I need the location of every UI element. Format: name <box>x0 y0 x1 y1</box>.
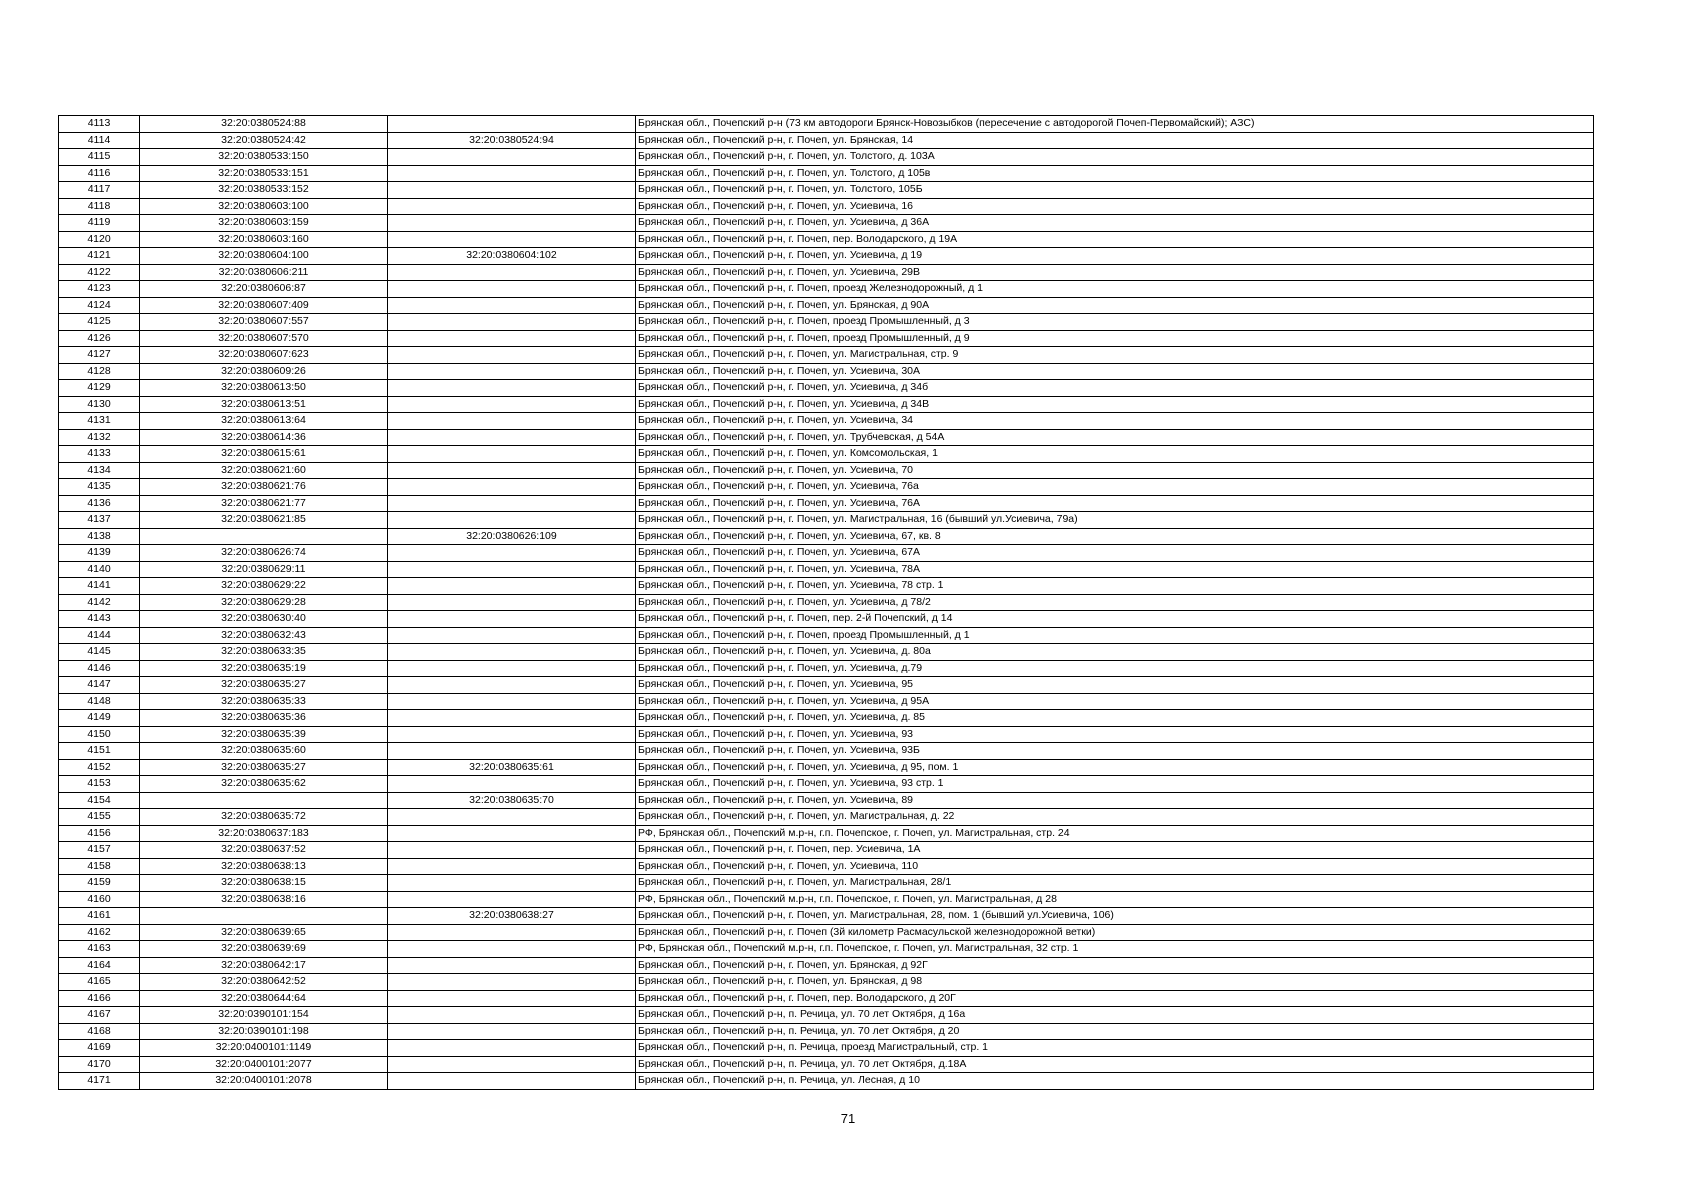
table-row <box>59 776 1594 793</box>
related-cadastral-number-cell <box>388 776 636 793</box>
related-cadastral-number-cell <box>388 990 636 1007</box>
address-cell: Брянская обл., Почепский р-н, г. Почеп, ул. Магистральная, 28, пом. 1 (бывший ул.Усиевича, 106) <box>636 908 1594 925</box>
address-cell: Брянская обл., Почепский р-н, г. Почеп, ул. Усиевича, 29В <box>636 264 1594 281</box>
cadastral-number-cell: 32:20:0380621:60 <box>140 462 388 479</box>
address-cell: Брянская обл., Почепский р-н, г. Почеп, ул. Усиевича, 76А <box>636 495 1594 512</box>
table-row <box>59 858 1594 875</box>
table-row <box>59 545 1594 562</box>
address-cell: РФ, Брянская обл., Почепский м.р-н, г.п. Почепское, г. Почеп, ул. Магистральная, д 28 <box>636 891 1594 908</box>
address-cell: Брянская обл., Почепский р-н, п. Речица, ул. Лесная, д 10 <box>636 1073 1594 1090</box>
row-number-cell: 4156 <box>59 825 140 842</box>
address-cell: Брянская обл., Почепский р-н, г. Почеп, ул. Магистральная, 28/1 <box>636 875 1594 892</box>
related-cadastral-number-cell <box>388 941 636 958</box>
table-row <box>59 660 1594 677</box>
row-number-cell: 4171 <box>59 1073 140 1090</box>
related-cadastral-number-cell <box>388 165 636 182</box>
row-number-cell: 4133 <box>59 446 140 463</box>
row-number-cell: 4165 <box>59 974 140 991</box>
table-row <box>59 116 1594 133</box>
cadastral-number-cell: 32:20:0390101:198 <box>140 1023 388 1040</box>
table-row <box>59 693 1594 710</box>
row-number-cell: 4114 <box>59 132 140 149</box>
row-number-cell: 4161 <box>59 908 140 925</box>
related-cadastral-number-cell <box>388 512 636 529</box>
cadastral-number-cell: 32:20:0380638:15 <box>140 875 388 892</box>
table-row <box>59 264 1594 281</box>
table-row <box>59 677 1594 694</box>
related-cadastral-number-cell <box>388 380 636 397</box>
address-cell: РФ, Брянская обл., Почепский м.р-н, г.п. Почепское, г. Почеп, ул. Магистральная, 32 стр. 1 <box>636 941 1594 958</box>
row-number-cell: 4144 <box>59 627 140 644</box>
row-number-cell: 4152 <box>59 759 140 776</box>
address-cell: Брянская обл., Почепский р-н, п. Речица, ул. 70 лет Октября, д 20 <box>636 1023 1594 1040</box>
table-row <box>59 875 1594 892</box>
table-row <box>59 611 1594 628</box>
address-cell: Брянская обл., Почепский р-н, г. Почеп, ул. Усиевича, д 34б <box>636 380 1594 397</box>
row-number-cell: 4167 <box>59 1007 140 1024</box>
table-row <box>59 627 1594 644</box>
table-row <box>59 792 1594 809</box>
row-number-cell: 4121 <box>59 248 140 265</box>
address-cell: РФ, Брянская обл., Почепский м.р-н, г.п. Почепское, г. Почеп, ул. Магистральная, стр. 24 <box>636 825 1594 842</box>
related-cadastral-number-cell <box>388 149 636 166</box>
related-cadastral-number-cell <box>388 644 636 661</box>
cadastral-number-cell: 32:20:0380603:160 <box>140 231 388 248</box>
table-row <box>59 957 1594 974</box>
related-cadastral-number-cell: 32:20:0380635:61 <box>388 759 636 776</box>
related-cadastral-number-cell <box>388 231 636 248</box>
related-cadastral-number-cell <box>388 198 636 215</box>
table-row <box>59 215 1594 232</box>
cadastral-number-cell: 32:20:0380607:557 <box>140 314 388 331</box>
cadastral-number-cell: 32:20:0380635:39 <box>140 726 388 743</box>
related-cadastral-number-cell <box>388 957 636 974</box>
address-cell: Брянская обл., Почепский р-н, п. Речица, ул. 70 лет Октября, д 16а <box>636 1007 1594 1024</box>
table-row <box>59 231 1594 248</box>
table-row <box>59 578 1594 595</box>
related-cadastral-number-cell <box>388 396 636 413</box>
address-cell: Брянская обл., Почепский р-н, г. Почеп, ул. Усиевича, 95 <box>636 677 1594 694</box>
row-number-cell: 4131 <box>59 413 140 430</box>
row-number-cell: 4120 <box>59 231 140 248</box>
related-cadastral-number-cell <box>388 314 636 331</box>
related-cadastral-number-cell <box>388 726 636 743</box>
row-number-cell: 4136 <box>59 495 140 512</box>
row-number-cell: 4138 <box>59 528 140 545</box>
cadastral-number-cell: 32:20:0380644:64 <box>140 990 388 1007</box>
cadastral-number-cell: 32:20:0380607:623 <box>140 347 388 364</box>
address-cell: Брянская обл., Почепский р-н, г. Почеп, ул. Усиевича, д 34В <box>636 396 1594 413</box>
row-number-cell: 4118 <box>59 198 140 215</box>
row-number-cell: 4132 <box>59 429 140 446</box>
table-row <box>59 413 1594 430</box>
cadastral-number-cell: 32:20:0380633:35 <box>140 644 388 661</box>
cadastral-number-cell: 32:20:0400101:2077 <box>140 1056 388 1073</box>
row-number-cell: 4123 <box>59 281 140 298</box>
cadastral-number-cell: 32:20:0390101:154 <box>140 1007 388 1024</box>
table-row <box>59 644 1594 661</box>
row-number-cell: 4127 <box>59 347 140 364</box>
table-row <box>59 132 1594 149</box>
table-row <box>59 842 1594 859</box>
table-row <box>59 891 1594 908</box>
address-cell: Брянская обл., Почепский р-н, г. Почеп, ул. Усиевича, д. 80а <box>636 644 1594 661</box>
cadastral-number-cell: 32:20:0380635:72 <box>140 809 388 826</box>
table-row <box>59 363 1594 380</box>
address-cell: Брянская обл., Почепский р-н, г. Почеп, ул. Брянская, д 92Г <box>636 957 1594 974</box>
row-number-cell: 4126 <box>59 330 140 347</box>
related-cadastral-number-cell <box>388 413 636 430</box>
address-cell: Брянская обл., Почепский р-н, г. Почеп, ул. Усиевича, 16 <box>636 198 1594 215</box>
row-number-cell: 4162 <box>59 924 140 941</box>
cadastral-number-cell: 32:20:0380635:36 <box>140 710 388 727</box>
address-cell: Брянская обл., Почепский р-н, г. Почеп (3й километр Расмасульской железнодорожной ветки) <box>636 924 1594 941</box>
cadastral-number-cell: 32:20:0380524:88 <box>140 116 388 133</box>
cadastral-number-cell: 32:20:0380626:74 <box>140 545 388 562</box>
address-cell: Брянская обл., Почепский р-н, г. Почеп, ул. Усиевича, 78А <box>636 561 1594 578</box>
address-cell: Брянская обл., Почепский р-н, п. Речица, ул. 70 лет Октября, д.18А <box>636 1056 1594 1073</box>
row-number-cell: 4143 <box>59 611 140 628</box>
related-cadastral-number-cell: 32:20:0380604:102 <box>388 248 636 265</box>
address-cell: Брянская обл., Почепский р-н, г. Почеп, пер. Усиевича, 1А <box>636 842 1594 859</box>
row-number-cell: 4157 <box>59 842 140 859</box>
address-cell: Брянская обл., Почепский р-н, г. Почеп, ул. Магистральная, д. 22 <box>636 809 1594 826</box>
row-number-cell: 4163 <box>59 941 140 958</box>
cadastral-number-cell: 32:20:0380642:52 <box>140 974 388 991</box>
row-number-cell: 4135 <box>59 479 140 496</box>
row-number-cell: 4154 <box>59 792 140 809</box>
address-cell: Брянская обл., Почепский р-н, г. Почеп, ул. Брянская, д 98 <box>636 974 1594 991</box>
table-row <box>59 924 1594 941</box>
related-cadastral-number-cell <box>388 710 636 727</box>
row-number-cell: 4151 <box>59 743 140 760</box>
related-cadastral-number-cell <box>388 842 636 859</box>
related-cadastral-number-cell <box>388 182 636 199</box>
related-cadastral-number-cell <box>388 446 636 463</box>
address-cell: Брянская обл., Почепский р-н, г. Почеп, ул. Трубчевская, д 54А <box>636 429 1594 446</box>
cadastral-number-cell: 32:20:0380615:61 <box>140 446 388 463</box>
table-row <box>59 941 1594 958</box>
row-number-cell: 4149 <box>59 710 140 727</box>
table-row <box>59 281 1594 298</box>
table-row <box>59 446 1594 463</box>
cadastral-number-cell: 32:20:0380621:85 <box>140 512 388 529</box>
cadastral-number-cell: 32:20:0380635:60 <box>140 743 388 760</box>
related-cadastral-number-cell <box>388 561 636 578</box>
cadastral-number-cell: 32:20:0380635:19 <box>140 660 388 677</box>
related-cadastral-number-cell <box>388 677 636 694</box>
table-row <box>59 198 1594 215</box>
table-row <box>59 561 1594 578</box>
row-number-cell: 4147 <box>59 677 140 694</box>
row-number-cell: 4164 <box>59 957 140 974</box>
row-number-cell: 4166 <box>59 990 140 1007</box>
address-cell: Брянская обл., Почепский р-н, г. Почеп, ул. Усиевича, 67А <box>636 545 1594 562</box>
cadastral-number-cell: 32:20:0380629:11 <box>140 561 388 578</box>
table-row <box>59 380 1594 397</box>
address-cell: Брянская обл., Почепский р-н, г. Почеп, ул. Комсомольская, 1 <box>636 446 1594 463</box>
row-number-cell: 4168 <box>59 1023 140 1040</box>
related-cadastral-number-cell <box>388 743 636 760</box>
cadastral-number-cell: 32:20:0400101:1149 <box>140 1040 388 1057</box>
address-cell: Брянская обл., Почепский р-н, г. Почеп, пер. 2-й Почепский, д 14 <box>636 611 1594 628</box>
related-cadastral-number-cell <box>388 1023 636 1040</box>
address-cell: Брянская обл., Почепский р-н, г. Почеп, ул. Усиевича, 89 <box>636 792 1594 809</box>
table-row <box>59 165 1594 182</box>
row-number-cell: 4125 <box>59 314 140 331</box>
cadastral-number-cell: 32:20:0380637:52 <box>140 842 388 859</box>
related-cadastral-number-cell <box>388 974 636 991</box>
related-cadastral-number-cell <box>388 545 636 562</box>
address-cell: Брянская обл., Почепский р-н (73 км автодороги Брянск-Новозыбков (пересечение с автодорогой Почеп-Первомайский); АЗС) <box>636 116 1594 133</box>
table-row <box>59 248 1594 265</box>
related-cadastral-number-cell <box>388 627 636 644</box>
row-number-cell: 4113 <box>59 116 140 133</box>
cadastral-number-cell: 32:20:0380635:62 <box>140 776 388 793</box>
related-cadastral-number-cell <box>388 875 636 892</box>
row-number-cell: 4170 <box>59 1056 140 1073</box>
address-cell: Брянская обл., Почепский р-н, г. Почеп, ул. Усиевича, 93Б <box>636 743 1594 760</box>
row-number-cell: 4119 <box>59 215 140 232</box>
address-cell: Брянская обл., Почепский р-н, г. Почеп, ул. Брянская, 14 <box>636 132 1594 149</box>
cadastral-number-cell: 32:20:0380614:36 <box>140 429 388 446</box>
related-cadastral-number-cell <box>388 1056 636 1073</box>
address-cell: Брянская обл., Почепский р-н, г. Почеп, проезд Промышленный, д 3 <box>636 314 1594 331</box>
row-number-cell: 4148 <box>59 693 140 710</box>
table-row <box>59 1023 1594 1040</box>
address-cell: Брянская обл., Почепский р-н, г. Почеп, ул. Усиевича, д 95А <box>636 693 1594 710</box>
cadastral-number-cell: 32:20:0380533:150 <box>140 149 388 166</box>
address-cell: Брянская обл., Почепский р-н, г. Почеп, ул. Брянская, д 90А <box>636 297 1594 314</box>
row-number-cell: 4150 <box>59 726 140 743</box>
cadastral-number-cell: 32:20:0380607:570 <box>140 330 388 347</box>
table-row <box>59 182 1594 199</box>
cadastral-number-cell: 32:20:0380606:87 <box>140 281 388 298</box>
property-table <box>58 115 1594 1090</box>
cadastral-number-cell: 32:20:0380632:43 <box>140 627 388 644</box>
related-cadastral-number-cell <box>388 347 636 364</box>
table-row <box>59 809 1594 826</box>
cadastral-number-cell: 32:20:0380613:51 <box>140 396 388 413</box>
address-cell: Брянская обл., Почепский р-н, г. Почеп, ул. Усиевича, д 95, пом. 1 <box>636 759 1594 776</box>
related-cadastral-number-cell <box>388 611 636 628</box>
address-cell: Брянская обл., Почепский р-н, г. Почеп, ул. Магистральная, 16 (бывший ул.Усиевича, 79а) <box>636 512 1594 529</box>
related-cadastral-number-cell <box>388 363 636 380</box>
cadastral-number-cell: 32:20:0380639:69 <box>140 941 388 958</box>
related-cadastral-number-cell <box>388 281 636 298</box>
address-cell: Брянская обл., Почепский р-н, г. Почеп, ул. Усиевича, д.79 <box>636 660 1594 677</box>
row-number-cell: 4153 <box>59 776 140 793</box>
table-row <box>59 462 1594 479</box>
address-cell: Брянская обл., Почепский р-н, г. Почеп, ул. Усиевича, 76а <box>636 479 1594 496</box>
table-row <box>59 1040 1594 1057</box>
related-cadastral-number-cell <box>388 479 636 496</box>
row-number-cell: 4124 <box>59 297 140 314</box>
table-body <box>59 116 1594 1090</box>
row-number-cell: 4142 <box>59 594 140 611</box>
cadastral-number-cell: 32:20:0380639:65 <box>140 924 388 941</box>
cadastral-number-cell: 32:20:0380637:183 <box>140 825 388 842</box>
cadastral-number-cell: 32:20:0380635:33 <box>140 693 388 710</box>
related-cadastral-number-cell <box>388 809 636 826</box>
cadastral-number-cell: 32:20:0380635:27 <box>140 759 388 776</box>
table-row <box>59 1007 1594 1024</box>
table-row <box>59 908 1594 925</box>
address-cell: Брянская обл., Почепский р-н, г. Почеп, пер. Володарского, д 19А <box>636 231 1594 248</box>
row-number-cell: 4140 <box>59 561 140 578</box>
row-number-cell: 4137 <box>59 512 140 529</box>
address-cell: Брянская обл., Почепский р-н, г. Почеп, проезд Промышленный, д 9 <box>636 330 1594 347</box>
related-cadastral-number-cell <box>388 429 636 446</box>
cadastral-number-cell <box>140 908 388 925</box>
related-cadastral-number-cell <box>388 924 636 941</box>
cadastral-number-cell: 32:20:0380629:22 <box>140 578 388 595</box>
cadastral-number-cell: 32:20:0380642:17 <box>140 957 388 974</box>
related-cadastral-number-cell <box>388 330 636 347</box>
table-row <box>59 710 1594 727</box>
row-number-cell: 4145 <box>59 644 140 661</box>
related-cadastral-number-cell <box>388 825 636 842</box>
related-cadastral-number-cell <box>388 1073 636 1090</box>
address-cell: Брянская обл., Почепский р-н, г. Почеп, ул. Усиевича, 93 стр. 1 <box>636 776 1594 793</box>
table-row <box>59 347 1594 364</box>
address-cell: Брянская обл., Почепский р-н, г. Почеп, ул. Усиевича, 93 <box>636 726 1594 743</box>
cadastral-number-cell: 32:20:0380630:40 <box>140 611 388 628</box>
table-row <box>59 314 1594 331</box>
cadastral-number-cell: 32:20:0380607:409 <box>140 297 388 314</box>
row-number-cell: 4146 <box>59 660 140 677</box>
table-row <box>59 743 1594 760</box>
related-cadastral-number-cell <box>388 297 636 314</box>
row-number-cell: 4130 <box>59 396 140 413</box>
row-number-cell: 4134 <box>59 462 140 479</box>
page-number: 71 <box>840 1111 856 1126</box>
cadastral-number-cell: 32:20:0380613:64 <box>140 413 388 430</box>
address-cell: Брянская обл., Почепский р-н, г. Почеп, ул. Усиевича, 78 стр. 1 <box>636 578 1594 595</box>
related-cadastral-number-cell: 32:20:0380626:109 <box>388 528 636 545</box>
related-cadastral-number-cell <box>388 594 636 611</box>
cadastral-number-cell: 32:20:0380638:13 <box>140 858 388 875</box>
cadastral-number-cell: 32:20:0380533:152 <box>140 182 388 199</box>
address-cell: Брянская обл., Почепский р-н, г. Почеп, ул. Толстого, 105Б <box>636 182 1594 199</box>
table-row <box>59 1073 1594 1090</box>
cadastral-number-cell: 32:20:0380638:16 <box>140 891 388 908</box>
related-cadastral-number-cell <box>388 660 636 677</box>
cadastral-number-cell: 32:20:0380603:159 <box>140 215 388 232</box>
cadastral-number-cell: 32:20:0400101:2078 <box>140 1073 388 1090</box>
cadastral-number-cell: 32:20:0380524:42 <box>140 132 388 149</box>
related-cadastral-number-cell <box>388 693 636 710</box>
address-cell: Брянская обл., Почепский р-н, г. Почеп, ул. Усиевича, д 19 <box>636 248 1594 265</box>
related-cadastral-number-cell <box>388 1040 636 1057</box>
row-number-cell: 4115 <box>59 149 140 166</box>
row-number-cell: 4159 <box>59 875 140 892</box>
row-number-cell: 4155 <box>59 809 140 826</box>
cadastral-number-cell: 32:20:0380604:100 <box>140 248 388 265</box>
address-cell: Брянская обл., Почепский р-н, г. Почеп, ул. Усиевича, 30А <box>636 363 1594 380</box>
related-cadastral-number-cell: 32:20:0380638:27 <box>388 908 636 925</box>
table-row <box>59 429 1594 446</box>
table-row <box>59 396 1594 413</box>
address-cell: Брянская обл., Почепский р-н, г. Почеп, ул. Усиевича, д 78/2 <box>636 594 1594 611</box>
table-row <box>59 297 1594 314</box>
cadastral-number-cell: 32:20:0380635:27 <box>140 677 388 694</box>
cadastral-number-cell: 32:20:0380629:28 <box>140 594 388 611</box>
address-cell: Брянская обл., Почепский р-н, г. Почеп, ул. Усиевича, 110 <box>636 858 1594 875</box>
row-number-cell: 4117 <box>59 182 140 199</box>
table-row <box>59 990 1594 1007</box>
row-number-cell: 4122 <box>59 264 140 281</box>
address-cell: Брянская обл., Почепский р-н, г. Почеп, ул. Усиевича, 70 <box>636 462 1594 479</box>
related-cadastral-number-cell: 32:20:0380524:94 <box>388 132 636 149</box>
cadastral-number-cell: 32:20:0380621:77 <box>140 495 388 512</box>
cadastral-number-cell: 32:20:0380533:151 <box>140 165 388 182</box>
related-cadastral-number-cell: 32:20:0380635:70 <box>388 792 636 809</box>
address-cell: Брянская обл., Почепский р-н, г. Почеп, ул. Усиевича, 67, кв. 8 <box>636 528 1594 545</box>
related-cadastral-number-cell <box>388 495 636 512</box>
table-row <box>59 479 1594 496</box>
address-cell: Брянская обл., Почепский р-н, г. Почеп, ул. Усиевича, д 36А <box>636 215 1594 232</box>
cadastral-number-cell <box>140 528 388 545</box>
cadastral-number-cell: 32:20:0380603:100 <box>140 198 388 215</box>
row-number-cell: 4141 <box>59 578 140 595</box>
row-number-cell: 4160 <box>59 891 140 908</box>
address-cell: Брянская обл., Почепский р-н, г. Почеп, проезд Железнодорожный, д 1 <box>636 281 1594 298</box>
cadastral-number-cell: 32:20:0380606:211 <box>140 264 388 281</box>
table-row <box>59 512 1594 529</box>
table-row <box>59 1056 1594 1073</box>
table-row <box>59 495 1594 512</box>
related-cadastral-number-cell <box>388 462 636 479</box>
address-cell: Брянская обл., Почепский р-н, г. Почеп, проезд Промышленный, д 1 <box>636 627 1594 644</box>
address-cell: Брянская обл., Почепский р-н, г. Почеп, ул. Толстого, д. 103А <box>636 149 1594 166</box>
related-cadastral-number-cell <box>388 578 636 595</box>
table-row <box>59 528 1594 545</box>
cadastral-number-cell: 32:20:0380609:26 <box>140 363 388 380</box>
row-number-cell: 4129 <box>59 380 140 397</box>
address-cell: Брянская обл., Почепский р-н, п. Речица, проезд Магистральный, стр. 1 <box>636 1040 1594 1057</box>
related-cadastral-number-cell <box>388 264 636 281</box>
table-row <box>59 726 1594 743</box>
table-row <box>59 825 1594 842</box>
address-cell: Брянская обл., Почепский р-н, г. Почеп, ул. Усиевича, д. 85 <box>636 710 1594 727</box>
address-cell: Брянская обл., Почепский р-н, г. Почеп, ул. Магистральная, стр. 9 <box>636 347 1594 364</box>
table-row <box>59 330 1594 347</box>
table-row <box>59 759 1594 776</box>
row-number-cell: 4139 <box>59 545 140 562</box>
cadastral-number-cell <box>140 792 388 809</box>
row-number-cell: 4116 <box>59 165 140 182</box>
cadastral-number-cell: 32:20:0380621:76 <box>140 479 388 496</box>
row-number-cell: 4158 <box>59 858 140 875</box>
related-cadastral-number-cell <box>388 1007 636 1024</box>
table-row <box>59 149 1594 166</box>
address-cell: Брянская обл., Почепский р-н, г. Почеп, ул. Усиевича, 34 <box>636 413 1594 430</box>
table-row <box>59 974 1594 991</box>
related-cadastral-number-cell <box>388 116 636 133</box>
cadastral-number-cell: 32:20:0380613:50 <box>140 380 388 397</box>
row-number-cell: 4169 <box>59 1040 140 1057</box>
address-cell: Брянская обл., Почепский р-н, г. Почеп, ул. Толстого, д 105в <box>636 165 1594 182</box>
address-cell: Брянская обл., Почепский р-н, г. Почеп, пер. Володарского, д 20Г <box>636 990 1594 1007</box>
related-cadastral-number-cell <box>388 215 636 232</box>
related-cadastral-number-cell <box>388 858 636 875</box>
table-row <box>59 594 1594 611</box>
row-number-cell: 4128 <box>59 363 140 380</box>
related-cadastral-number-cell <box>388 891 636 908</box>
